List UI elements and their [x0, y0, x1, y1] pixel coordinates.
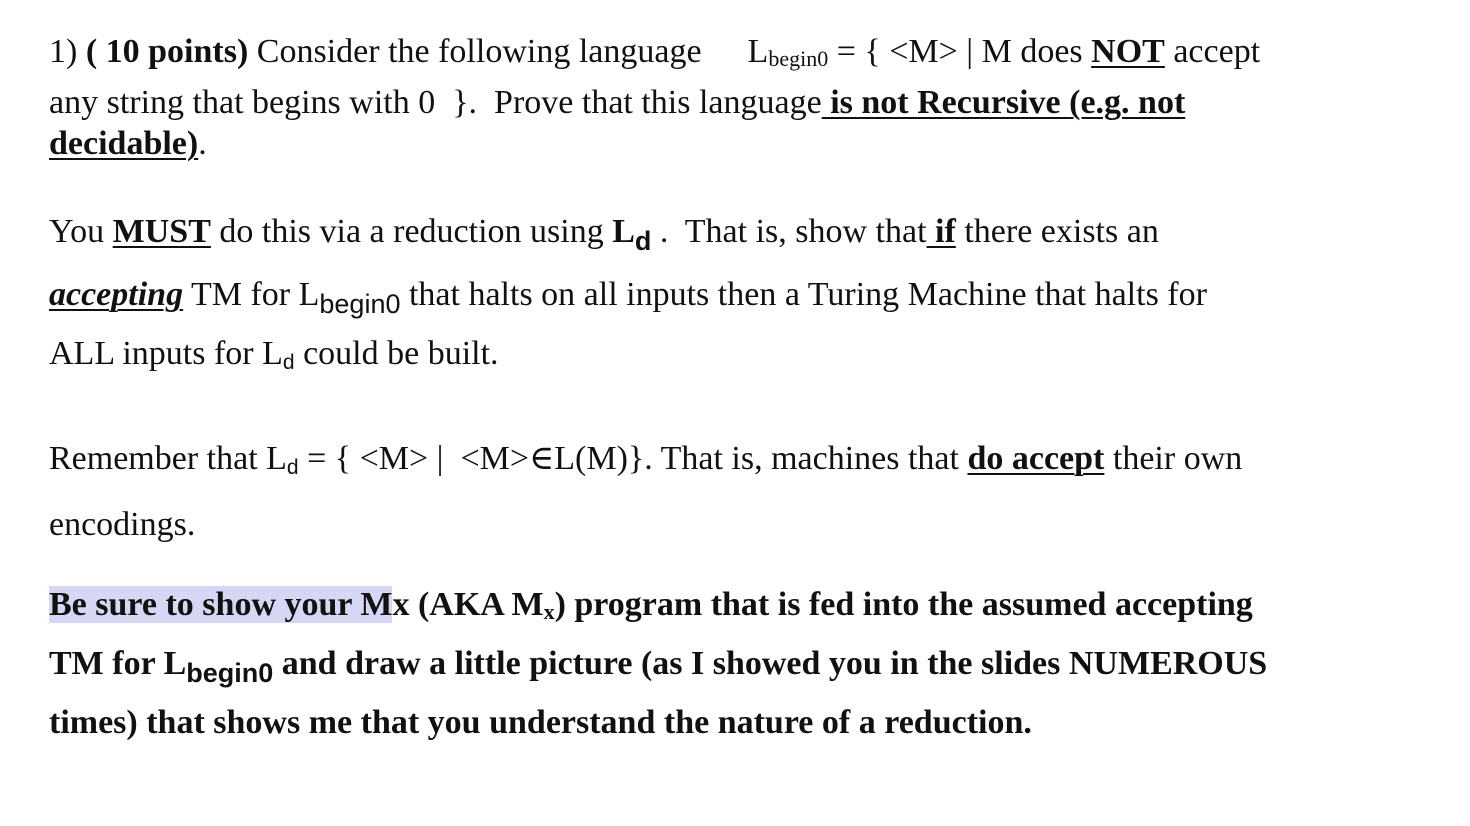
- not-recursive-emphasis: is not Recursive (e.g. not: [821, 84, 1186, 121]
- do-accept-emphasis: do accept: [967, 440, 1105, 477]
- problem-line-3: decidable).: [49, 125, 207, 162]
- accepting-emphasis: accepting: [49, 276, 184, 313]
- not-emphasis: NOT: [1091, 33, 1165, 70]
- reduction-line-3: ALL inputs for Ld could be built.: [49, 335, 499, 374]
- reduction-paragraph: [49, 205, 1449, 386]
- problem-number: 1): [49, 33, 78, 70]
- remember-line-2: encodings.: [49, 506, 196, 543]
- language-lbegin0: Lbegin0: [747, 33, 829, 71]
- decidable-emphasis: decidable): [49, 125, 199, 162]
- remember-line-1: Remember that Ld = { <M> | <M>∈L(M)}. That is, machines that do accept their own: [49, 440, 1243, 479]
- instructions-line-2: TM for $L_{begin0}$ and draw a little picture (as I showed you in the slides NUMEROUS: [49, 645, 1268, 688]
- problem-line-2: any string that begins with 0 }. Prove that this language is not Recursive (e.g. not: [49, 84, 1186, 121]
- if-emphasis: if: [926, 213, 956, 250]
- element-of-symbol: ∈: [529, 440, 555, 477]
- reduction-line-1: You MUST do this via a reduction using $L_d$ . That is, show that if there exists an: [49, 213, 1159, 256]
- remember-paragraph: [49, 430, 1449, 553]
- instructions-line-1: Be sure to show your Mx (AKA Mx) program that is fed into the assumed accepting: [49, 586, 1253, 624]
- instructions-paragraph: [49, 579, 1449, 747]
- problem-points: ( 10 points): [85, 33, 249, 70]
- instructions-line-3: times) that shows me that you understand the nature of a reduction.: [49, 704, 1032, 741]
- problem-statement: [49, 30, 1449, 163]
- problem-line-1: 1) ( 10 points) Consider the following language Lbegin0 = { <M> | M does NOT accept: [49, 33, 1261, 71]
- reduction-line-2: accepting TM for $L_{begin0}$ that halts on all inputs then a Turing Machine that halts for: [49, 276, 1207, 319]
- selection-highlight[interactable]: Be sure to show your M: [49, 586, 393, 623]
- document-body: [49, 30, 1449, 747]
- must-emphasis: MUST: [112, 213, 211, 250]
- language-ld: $L_d$: [612, 213, 652, 256]
